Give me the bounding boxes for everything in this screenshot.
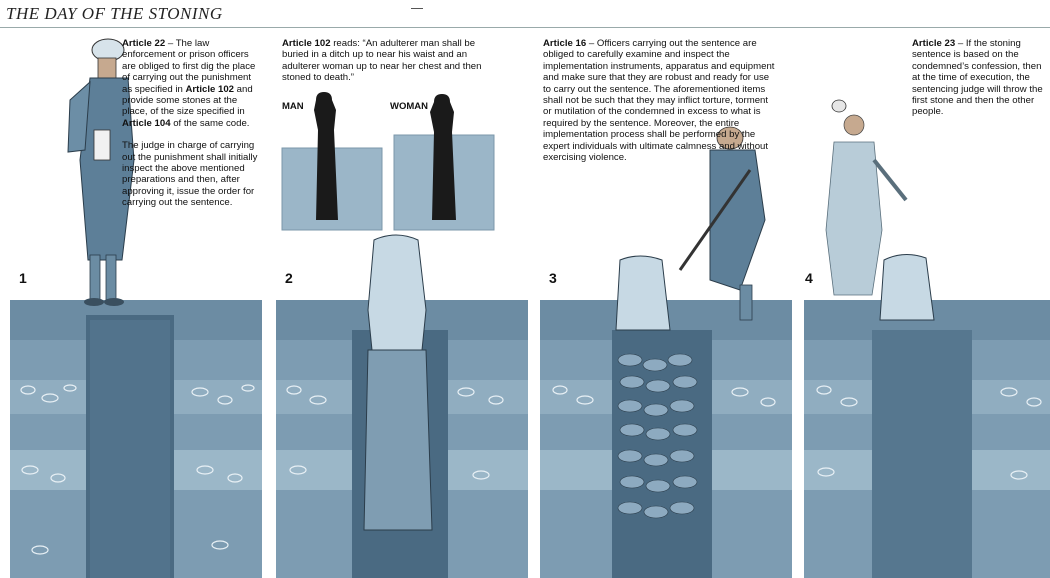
panel-3-article-heading: Article 16 [543, 38, 587, 49]
panel-2 [276, 30, 528, 578]
panel-4 [804, 30, 1050, 578]
panel-4-text-run: – If the stoning sentence is based on the condemned’s confession, then at the time of execution, the sentencing judge will throw the first stone and then the other people. [912, 38, 1043, 118]
label-woman: WOMAN [390, 101, 428, 112]
panel-4-text [912, 38, 1048, 118]
label-man: MAN [282, 101, 304, 112]
panel-3-text-run: – Officers carrying out the sentence are obliged to carefully examine and inspect the implementation instruments, apparatus and equipment and make sure that they are robust and ready for use to carry out the sentence. The aforementioned items shall not be such that they may inflict torture, torment or mutilation of the condemned in excess to what is required by the sentence. Moreover, the entire implementation process shall be performed by the expert individuals with ultimate calmness and without exercising violence. [543, 38, 775, 164]
panel-1-article-ref: Article 102 [185, 83, 234, 95]
page-title: THE DAY OF THE STONING [6, 4, 223, 23]
panel-3-number: 3 [549, 270, 557, 286]
panel-1-paragraph-2: The judge in charge of carrying out the punishment shall initially inspect the above mentioned preparations and then, after approving it, issue the order for carrying out the sentence. [122, 140, 258, 209]
panel-1-text-run: of the same code. [170, 117, 250, 129]
panel-2-article-heading: Article 102 [282, 38, 331, 49]
panel-1 [10, 30, 262, 578]
panel-2-text-run: reads: “An adulterer man shall be buried in a ditch up to near his waist and an adulterer woman up to near her chest and then stoned to death.” [282, 38, 482, 84]
panel-2-paragraph-1 [282, 38, 502, 84]
panel-3-paragraph-1 [543, 38, 779, 163]
header-dash [411, 8, 423, 9]
panel-1-text-run: and provide some stones at the place, of the size specified in [122, 83, 253, 118]
panel-1-text [122, 38, 260, 209]
panel-1-article-heading: Article 22 [122, 38, 166, 49]
panel-2-illustration [276, 30, 528, 578]
title-rule [0, 27, 1050, 28]
panel-4-article-heading: Article 23 [912, 38, 956, 49]
panel-1-paragraph-1 [122, 38, 260, 129]
panel-2-number: 2 [285, 270, 293, 286]
panel-3-text [543, 38, 779, 163]
panel-1-number: 1 [19, 270, 27, 286]
panel-1-text-run: – The law enforcement or prison officers are obliged to first dig the place of carrying out the punishment as specified in [122, 38, 256, 95]
panel-4-paragraph-1 [912, 38, 1048, 118]
panel-4-number: 4 [805, 270, 813, 286]
panel-3 [540, 30, 792, 578]
panel-1-article-ref: Article 104 [122, 117, 171, 129]
panel-2-text [282, 38, 502, 84]
